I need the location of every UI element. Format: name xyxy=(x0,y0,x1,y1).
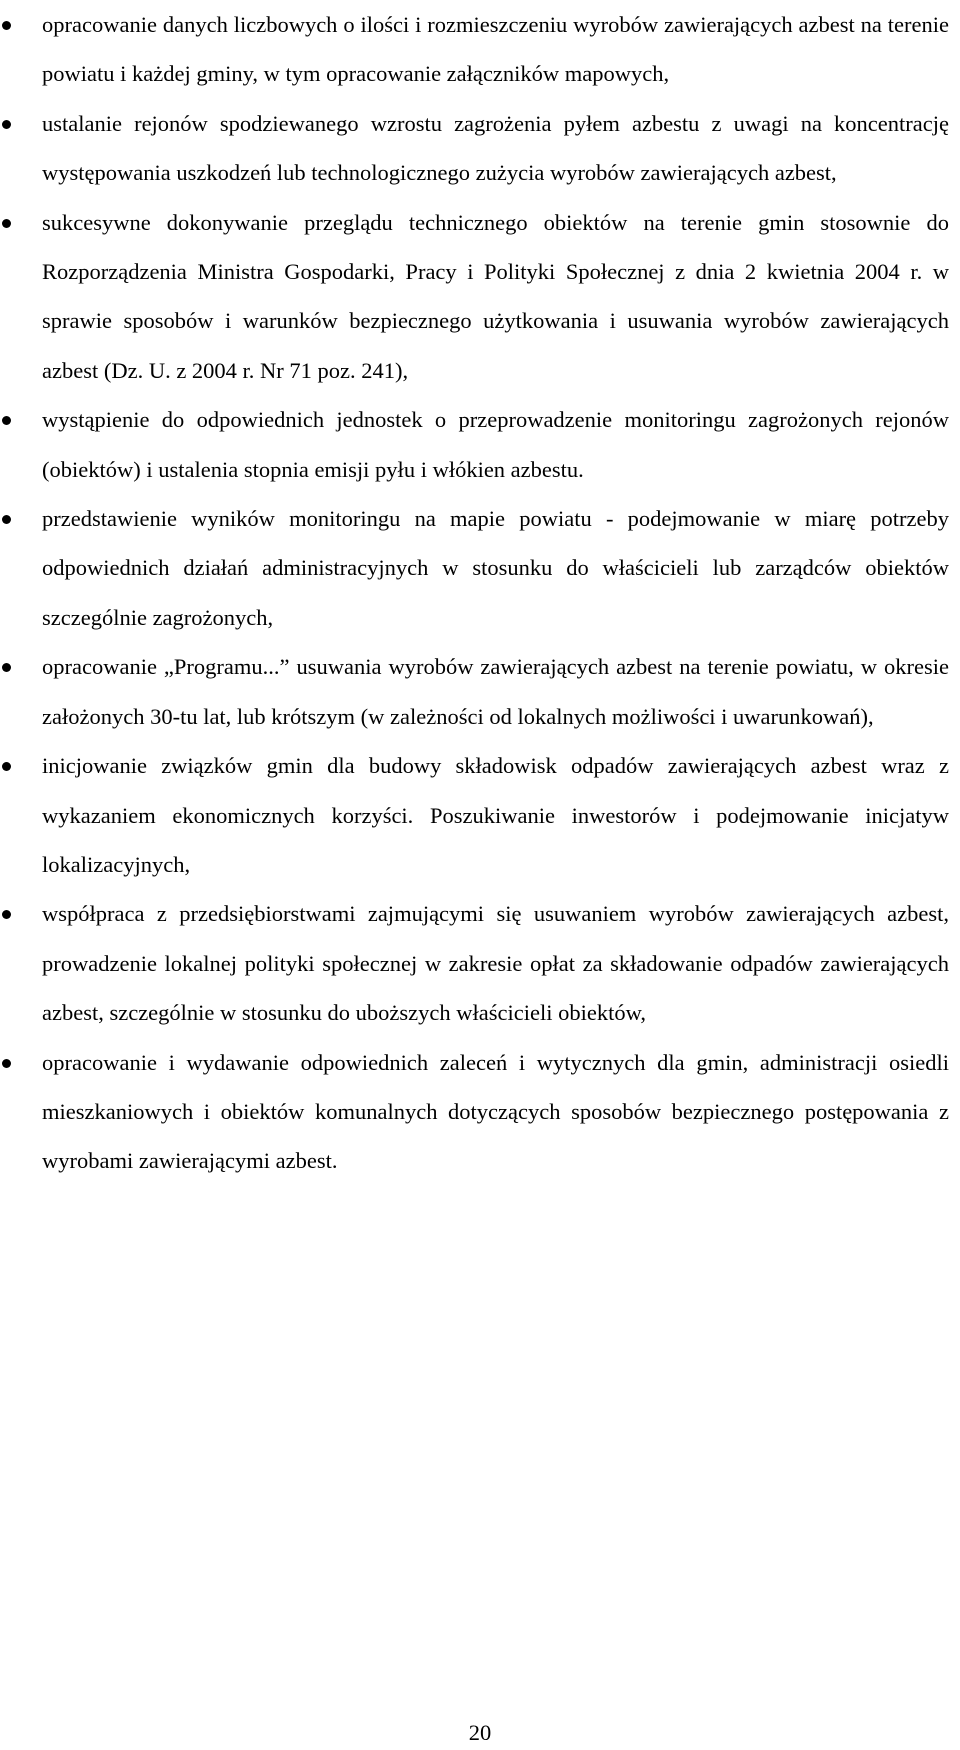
bullet-icon xyxy=(2,21,11,30)
bullet-icon xyxy=(2,219,11,228)
bullet-text: opracowanie danych liczbowych o ilości i rozmieszczeniu wyrobów zawierających azbest na terenie powiatu i każdej gminy, w tym opracowanie załączników mapowych, xyxy=(42,12,949,87)
bullet-text: wystąpienie do odpowiednich jednostek o przeprowadzenie monitoringu zagrożonych rejonów (obiektów) i ustalenia stopnia emisji pyłu i włókien azbestu. xyxy=(42,407,949,482)
bullet-item xyxy=(42,741,949,889)
bullet-item xyxy=(42,642,949,741)
bullet-item xyxy=(42,395,949,494)
bullet-item xyxy=(42,0,949,99)
bullet-icon xyxy=(2,910,11,919)
bullet-text: opracowanie i wydawanie odpowiednich zaleceń i wytycznych dla gmin, administracji osiedli mieszkaniowych i obiektów komunalnych dotyczących sposobów bezpiecznego postępowania z wyrobami zawierającymi azbest. xyxy=(42,1049,949,1174)
bullet-icon xyxy=(2,663,11,672)
bullet-item xyxy=(42,198,949,396)
bullet-icon xyxy=(2,762,11,771)
bullet-icon xyxy=(2,1059,11,1068)
bullet-text: ustalanie rejonów spodziewanego wzrostu zagrożenia pyłem azbestu z uwagi na koncentrację występowania uszkodzeń lub technologicznego zużycia wyrobów zawierających azbest, xyxy=(42,110,949,186)
bullet-item xyxy=(42,1038,949,1186)
bullet-list xyxy=(42,0,949,1186)
bullet-text: inicjowanie związków gmin dla budowy składowisk odpadów zawierających azbest wraz z wykazaniem ekonomicznych korzyści. Poszukiwanie inwestorów i podejmowanie inicjatyw lokalizacyjnych, xyxy=(42,753,949,877)
bullet-icon xyxy=(2,416,11,425)
bullet-icon xyxy=(2,120,11,129)
bullet-text: opracowanie „Programu...” usuwania wyrobów zawierających azbest na terenie powiatu, w okresie założonych 30-tu lat, lub krótszym (w zależności od lokalnych możliwości i uwarunkowań), xyxy=(42,654,949,729)
bullet-text: współpraca z przedsiębiorstwami zajmującymi się usuwaniem wyrobów zawierających azbest, prowadzenie lokalnej polityki społecznej w zakresie opłat za składowanie odpadów zawierających azbest, szczególnie w stosunku do uboższych właścicieli obiektów, xyxy=(42,901,949,1026)
page-number: 20 xyxy=(468,1720,492,1745)
bullet-item xyxy=(42,889,949,1037)
bullet-item xyxy=(42,99,949,198)
bullet-icon xyxy=(2,515,11,524)
bullet-text: sukcesywne dokonywanie przeglądu technicznego obiektów na terenie gmin stosownie do Rozporządzenia Ministra Gospodarki, Pracy i Polityki Społecznej z dnia 2 kwietnia 2004 r. w sprawie sposobów i warunków bezpiecznego użytkowania i usuwania wyrobów zawierających azbest (Dz. U. z 2004 r. Nr 71 poz. 241), xyxy=(42,209,949,383)
bullet-text: przedstawienie wyników monitoringu na mapie powiatu - podejmowanie w miarę potrzeby odpowiednich działań administracyjnych w stosunku do właścicieli lub zarządców obiektów szczególnie zagrożonych, xyxy=(42,506,949,630)
bullet-item xyxy=(42,494,949,642)
